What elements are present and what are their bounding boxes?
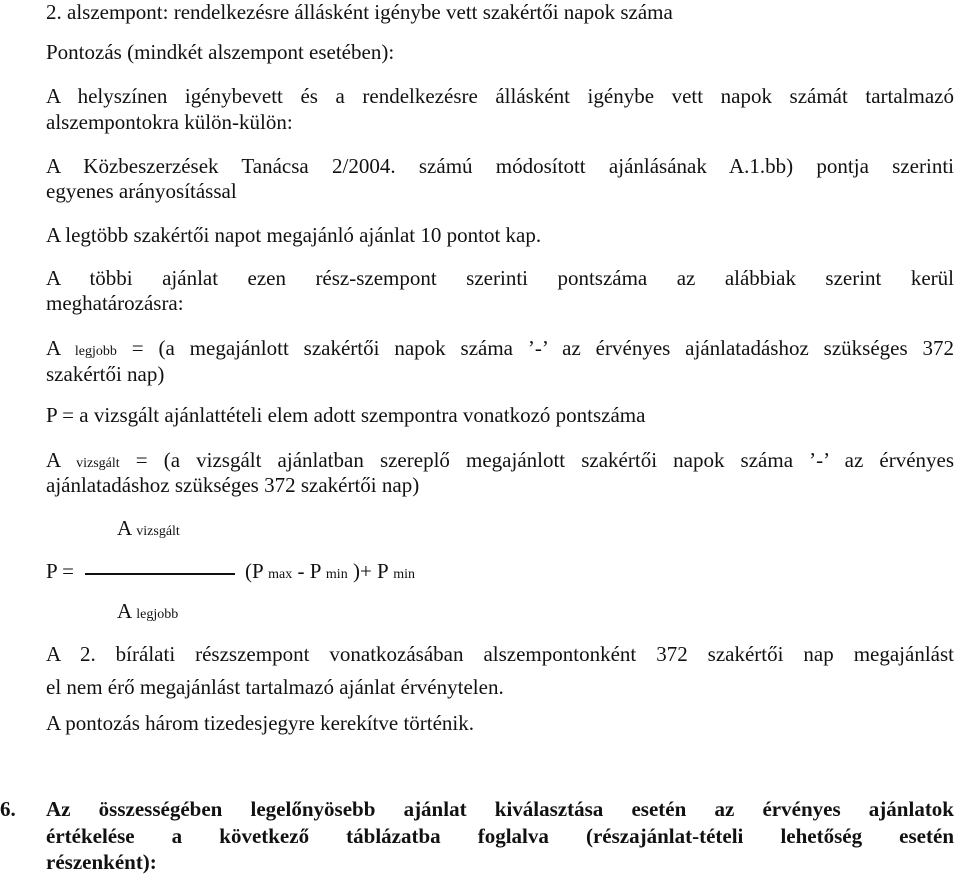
variable-a: A [46, 336, 61, 360]
paragraph-line: A helyszínen igénybevett és a rendelkezésre állásként igénybe vett napok számát tartalmazó [46, 84, 954, 108]
definition-p: P = a vizsgált ajánlattételi elem adott szempontra vonatkozó pontszáma [46, 403, 646, 427]
formula-main-line: P = [46, 559, 74, 583]
formula-numerator: A vizsgált [117, 516, 180, 540]
definition-text: = (a vizsgált ajánlatban szereplő megajánlott szakértői napok száma ’-’ az érvényes [135, 448, 955, 472]
section-number: 6. [0, 797, 16, 821]
definition-line [46, 450, 954, 471]
scoring-title: Pontozás (mindkét alszempont esetében): [46, 40, 395, 64]
paragraph-line: meghatározásra: [46, 291, 184, 315]
fraction-bar [85, 573, 235, 575]
subscript-legjobb: legjobb [74, 344, 117, 359]
paragraph-line: alszempontokra külön-külön: [46, 110, 293, 134]
section-line: értékelése a következő táblázatba foglalva (részajánlat-tételi lehetőség esetén [46, 824, 954, 848]
definition-line: szakértői nap) [46, 362, 165, 386]
definition-line [46, 338, 954, 359]
formula-range: (P max - P min )+ P min [245, 559, 415, 583]
heading-subcriterion-2: 2. alszempont: rendelkezésre állásként igénybe vett szakértői napok száma [46, 0, 673, 24]
paragraph-line: A 2. bírálati részszempont vonatkozásában alszempontonként 372 szakértői nap megajánlást [46, 642, 954, 666]
section-line: részenként): [46, 850, 157, 874]
subscript-vizsgalt: vizsgált [76, 456, 120, 471]
paragraph-line: A többi ajánlat ezen rész-szempont szerinti pontszáma az alábbiak szerint kerül [46, 266, 954, 290]
paragraph-rounding: A pontozás három tizedesjegyre kerekítve történik. [46, 711, 475, 735]
definition-line: ajánlatadáshoz szükséges 372 szakértői nap) [46, 473, 420, 497]
paragraph-line: A Közbeszerzések Tanácsa 2/2004. számú módosított ajánlásának A.1.bb) pontja szerinti [46, 154, 954, 178]
paragraph-top-score: A legtöbb szakértői napot megajánló ajánlat 10 pontot kap. [46, 223, 542, 247]
variable-a: A [46, 448, 61, 472]
paragraph-line: egyenes arányosítással [46, 179, 237, 203]
formula-denominator: A legjobb [117, 599, 179, 623]
section-line: Az összességében legelőnyösebb ajánlat kiválasztása esetén az érvényes ajánlatok [46, 797, 954, 821]
definition-text: = (a megajánlott szakértői napok száma ’-’ az érvényes ajánlatadáshoz szükséges 372 [131, 336, 955, 360]
paragraph-line: el nem érő megajánlást tartalmazó ajánlat érvénytelen. [46, 675, 504, 699]
